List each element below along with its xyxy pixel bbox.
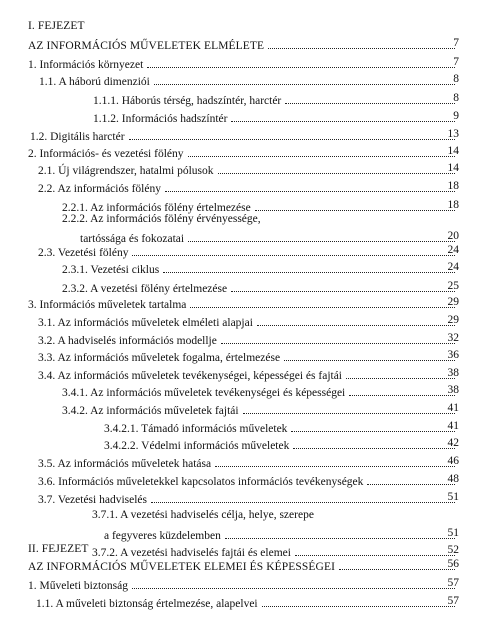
page-number: 38 bbox=[447, 367, 459, 379]
dot-leader bbox=[284, 360, 455, 361]
toc-entry-label: 3.7.1. A vezetési hadviselés célja, helye, szerepe bbox=[92, 509, 314, 521]
toc-entry-label: 2.3.1. Vezetési ciklus bbox=[62, 263, 160, 276]
toc-entry-label: 1.1. A műveleti biztonság értelmezése, alapelvei bbox=[36, 597, 258, 610]
toc-entry[interactable] bbox=[0, 578, 489, 592]
page-number: 32 bbox=[447, 332, 459, 344]
page-number: 46 bbox=[447, 455, 459, 467]
toc-entry[interactable] bbox=[0, 333, 489, 347]
page-number: 51 bbox=[447, 527, 459, 539]
toc-entry[interactable] bbox=[0, 528, 489, 542]
chapter-title: AZ INFORMÁCIÓS MŰVELETEK ELMÉLETE bbox=[28, 39, 265, 52]
toc-entry-label: 2.3.2. A vezetési fölény értelmezése bbox=[62, 282, 228, 295]
dot-leader bbox=[188, 156, 455, 157]
page-number: 13 bbox=[447, 128, 459, 140]
chapter-title: AZ INFORMÁCIÓS MŰVELETEK ELEMEI ÉS KÉPESSÉGEI bbox=[28, 560, 336, 573]
dot-leader bbox=[295, 555, 455, 556]
dot-leader bbox=[163, 272, 455, 273]
page-number: 18 bbox=[447, 199, 459, 211]
toc-entry[interactable] bbox=[0, 438, 489, 452]
dot-leader bbox=[293, 448, 455, 449]
toc-entry-label: 2.3. Vezetési fölény bbox=[38, 246, 129, 259]
dot-leader bbox=[129, 139, 455, 140]
chapter-heading: II. FEJEZET bbox=[28, 543, 89, 555]
toc-entry-label: 3.4.2.1. Támadó információs műveletek bbox=[104, 422, 288, 435]
toc-entry-label: 3.4.2. Az információs műveletek fajtái bbox=[62, 404, 239, 417]
page-number: 24 bbox=[447, 244, 459, 256]
dot-leader bbox=[154, 84, 455, 85]
dot-leader bbox=[132, 255, 455, 256]
page-number: 52 bbox=[447, 544, 459, 556]
page-number: 25 bbox=[447, 280, 459, 292]
dot-leader bbox=[349, 395, 455, 396]
toc-entry[interactable] bbox=[0, 474, 489, 488]
page-number: 29 bbox=[447, 314, 459, 326]
dot-leader bbox=[221, 343, 455, 344]
toc-entry-label: 1.1. A háború dimenziói bbox=[39, 75, 150, 88]
page-number: 20 bbox=[447, 230, 459, 242]
toc-entry[interactable] bbox=[0, 231, 489, 245]
dot-leader bbox=[291, 431, 455, 432]
page-number: 42 bbox=[447, 437, 459, 449]
toc-entry[interactable] bbox=[0, 297, 489, 311]
dot-leader bbox=[132, 588, 455, 589]
toc-entry-label: 1.1.2. Információs hadszíntér bbox=[93, 112, 228, 125]
toc-entry[interactable] bbox=[0, 181, 489, 195]
page-number: 57 bbox=[447, 577, 459, 589]
toc-entry[interactable] bbox=[0, 492, 489, 506]
dot-leader bbox=[151, 502, 455, 503]
toc-entry-label: 3.2. A hadviselés információs modellje bbox=[38, 334, 217, 347]
chapter-title-line bbox=[0, 38, 489, 52]
toc-entry-label: 2.1. Új világrendszer, hatalmi pólusok bbox=[38, 164, 214, 177]
toc-entry-label: 2. Információs- és vezetési fölény bbox=[28, 147, 184, 160]
toc-entry[interactable] bbox=[0, 421, 489, 435]
toc-entry[interactable] bbox=[0, 74, 489, 88]
toc-entry-label: 2.2. Az információs fölény bbox=[38, 182, 161, 195]
toc-entry-label: 3.4.2.2. Védelmi információs műveletek bbox=[104, 439, 290, 452]
dot-leader bbox=[165, 191, 455, 192]
toc-entry[interactable] bbox=[0, 350, 489, 364]
toc-entry-label: 3.3. Az információs műveletek fogalma, értelmezése bbox=[38, 351, 281, 364]
toc-entry[interactable] bbox=[0, 93, 489, 107]
toc-entry[interactable] bbox=[0, 385, 489, 399]
dot-leader bbox=[255, 210, 455, 211]
toc-entry[interactable] bbox=[0, 111, 489, 125]
toc-entry-label: 3.6. Információs műveletekkel kapcsolatos információs tevékenységek bbox=[38, 475, 364, 488]
toc-entry-label: 3.7.2. A vezetési hadviselés fajtái és elemei bbox=[92, 546, 291, 559]
toc-entry-label: 1.2. Digitális harctér bbox=[30, 130, 125, 143]
toc-entry-label-continued: a fegyveres küzdelemben bbox=[104, 529, 221, 542]
page-number: 24 bbox=[447, 261, 459, 273]
toc-entry[interactable] bbox=[0, 146, 489, 160]
toc-entry[interactable] bbox=[0, 368, 489, 382]
toc-entry-label: 1. Információs környezet bbox=[28, 58, 144, 71]
dot-leader bbox=[188, 241, 455, 242]
dot-leader bbox=[257, 325, 455, 326]
toc-entry-label: 3.4.1. Az információs műveletek tevékenységei és képességei bbox=[62, 386, 346, 399]
page-number: 14 bbox=[447, 145, 459, 157]
toc-entry[interactable] bbox=[0, 262, 489, 276]
toc-entry[interactable] bbox=[0, 57, 489, 71]
dot-leader bbox=[215, 466, 455, 467]
page-number: 18 bbox=[447, 180, 459, 192]
page-number: 8 bbox=[453, 92, 459, 104]
toc-entry-label: 1. Műveleti biztonság bbox=[28, 579, 128, 592]
dot-leader bbox=[285, 103, 455, 104]
dot-leader bbox=[231, 121, 455, 122]
dot-leader bbox=[367, 484, 455, 485]
page-number: 36 bbox=[447, 349, 459, 361]
dot-leader bbox=[225, 538, 455, 539]
chapter-title-line bbox=[0, 559, 489, 573]
toc-entry-label: 3.5. Az információs műveletek hatása bbox=[38, 457, 212, 470]
dot-leader bbox=[218, 173, 455, 174]
toc-entry[interactable] bbox=[0, 403, 489, 417]
dot-leader bbox=[243, 413, 455, 414]
page-number: 41 bbox=[447, 420, 459, 432]
page-number: 9 bbox=[453, 110, 459, 122]
page-number: 51 bbox=[447, 491, 459, 503]
toc-entry-label: 2.2.2. Az információs fölény érvényessége, bbox=[62, 213, 261, 225]
page-number: 7 bbox=[453, 37, 459, 49]
toc-entry[interactable] bbox=[0, 163, 489, 177]
toc-entry-label: 3.4. Az információs műveletek tevékenységei, képességei és fajtái bbox=[38, 369, 343, 382]
toc-entry[interactable] bbox=[0, 129, 489, 143]
page-number: 14 bbox=[447, 162, 459, 174]
dot-leader bbox=[231, 291, 455, 292]
page-number: 48 bbox=[447, 473, 459, 485]
page-number: 8 bbox=[453, 73, 459, 85]
toc-entry-label: 3.7. Vezetési hadviselés bbox=[38, 493, 148, 506]
toc-entry[interactable] bbox=[0, 315, 489, 329]
dot-leader bbox=[147, 67, 455, 68]
page-number: 29 bbox=[447, 296, 459, 308]
chapter-heading: I. FEJEZET bbox=[28, 20, 85, 32]
toc-entry[interactable] bbox=[0, 456, 489, 470]
toc-entry[interactable] bbox=[0, 281, 489, 295]
toc-entry[interactable] bbox=[0, 200, 489, 214]
page-number: 7 bbox=[453, 56, 459, 68]
page-number: 41 bbox=[447, 402, 459, 414]
page-number: 56 bbox=[447, 558, 459, 570]
page-number: 57 bbox=[447, 595, 459, 607]
toc-entry-label: 1.1.1. Háborús térség, hadszíntér, harctér bbox=[93, 94, 282, 107]
dot-leader bbox=[268, 48, 455, 49]
toc-entry-label: 2.2.1. Az információs fölény értelmezése bbox=[62, 201, 251, 214]
dot-leader bbox=[339, 569, 455, 570]
toc-entry[interactable] bbox=[0, 245, 489, 259]
toc-entry-label: 3. Információs műveletek tartalma bbox=[28, 298, 187, 311]
dot-leader bbox=[262, 606, 455, 607]
toc-entry[interactable] bbox=[0, 596, 489, 610]
toc-entry-label-continued: tartóssága és fokozatai bbox=[80, 232, 185, 245]
page-number: 38 bbox=[447, 384, 459, 396]
dot-leader bbox=[346, 378, 455, 379]
dot-leader bbox=[190, 307, 455, 308]
toc-entry-label: 3.1. Az információs műveletek elméleti alapjai bbox=[38, 316, 253, 329]
